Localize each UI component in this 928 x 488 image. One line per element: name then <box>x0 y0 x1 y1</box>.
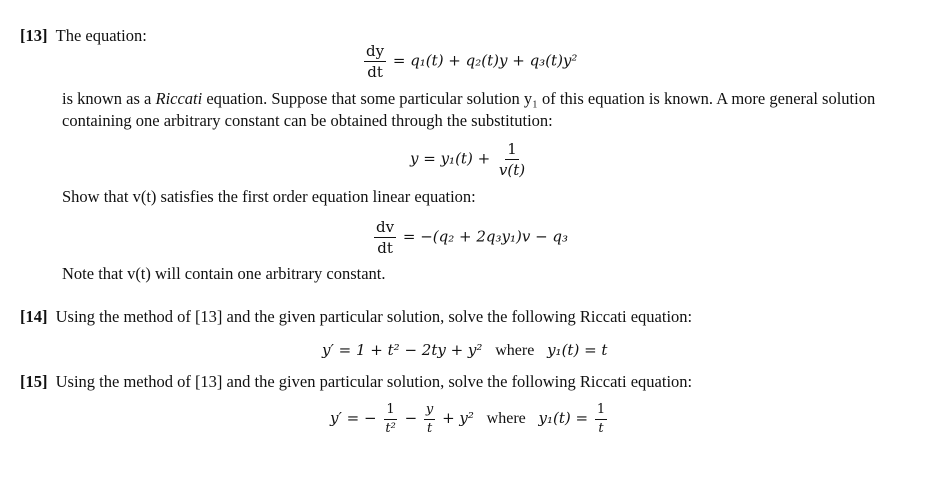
problem-15-equation <box>330 402 609 436</box>
problem-13-number: [13] <box>20 26 48 45</box>
problem-13-intro: The equation: <box>55 26 147 45</box>
dv-dt-fraction <box>374 218 396 257</box>
problem-14-text: Using the method of [13] and the given particular solution, solve the following Riccati equation: <box>55 307 693 326</box>
substitution-lhs: y = y₁(t) + <box>410 149 491 168</box>
problem-14-equation <box>322 341 607 360</box>
dy-dt-fraction <box>364 42 386 81</box>
linear-equation <box>372 218 568 257</box>
linear-rhs: = −(q₂ + 2q₃y₁)v − q₃ <box>402 227 569 246</box>
fraction-numerator: 1 <box>384 402 396 420</box>
problem-14-header <box>20 307 692 327</box>
riccati-rhs: = q₁(t) + q₂(t)y + q₃(t)y² <box>392 51 578 70</box>
fraction-numerator: 1 <box>507 140 517 158</box>
fraction-numerator: y <box>424 402 435 420</box>
substitution-equation <box>410 140 529 179</box>
riccati-term: Riccati <box>155 89 203 108</box>
fraction-denominator: t <box>598 420 604 436</box>
description-post: equation. Suppose that some particular solution y₁ of this equation is known. A more general solution containing one arbitrary constant can be obtained through the substitution: <box>62 89 876 130</box>
problem-15-particular-lhs: y₁(t) = <box>538 409 589 428</box>
one-over-t <box>595 402 607 436</box>
problem-14-particular: y₁(t) = t <box>547 341 608 359</box>
fraction-numerator: 1 <box>595 402 607 420</box>
problem-14-number: [14] <box>20 307 48 326</box>
problem-13-header <box>20 26 147 46</box>
problem-15-header <box>20 372 692 392</box>
riccati-description <box>62 88 892 132</box>
fraction-denominator: t² <box>385 420 396 436</box>
one-over-v-fraction <box>497 140 527 179</box>
fraction-numerator: dy <box>366 42 385 60</box>
fraction-denominator: t <box>426 420 433 436</box>
one-over-t-squared <box>383 402 397 436</box>
minus-sign: − <box>404 409 418 428</box>
fraction-denominator: dt <box>377 239 393 257</box>
where-label: where <box>486 410 526 428</box>
where-label: where <box>495 342 535 359</box>
show-text: Show that v(t) satisfies the first order equation linear equation: <box>62 187 476 206</box>
fraction-numerator: dv <box>376 218 395 236</box>
description-pre: is known as a <box>62 89 156 108</box>
problem-14-eq: y′ = 1 + t² − 2ty + y² <box>322 341 483 359</box>
note-text: Note that v(t) will contain one arbitrary constant. <box>62 264 386 283</box>
problem-15-tail: + y² <box>442 409 474 428</box>
problem-15-text: Using the method of [13] and the given particular solution, solve the following Riccati equation: <box>55 372 693 391</box>
fraction-denominator: v(t) <box>498 161 526 179</box>
problem-15-number: [15] <box>20 372 48 391</box>
riccati-equation <box>362 42 577 81</box>
y-over-t <box>424 402 435 436</box>
problem-15-lhs: y′ = − <box>330 409 377 428</box>
fraction-denominator: dt <box>367 63 383 81</box>
